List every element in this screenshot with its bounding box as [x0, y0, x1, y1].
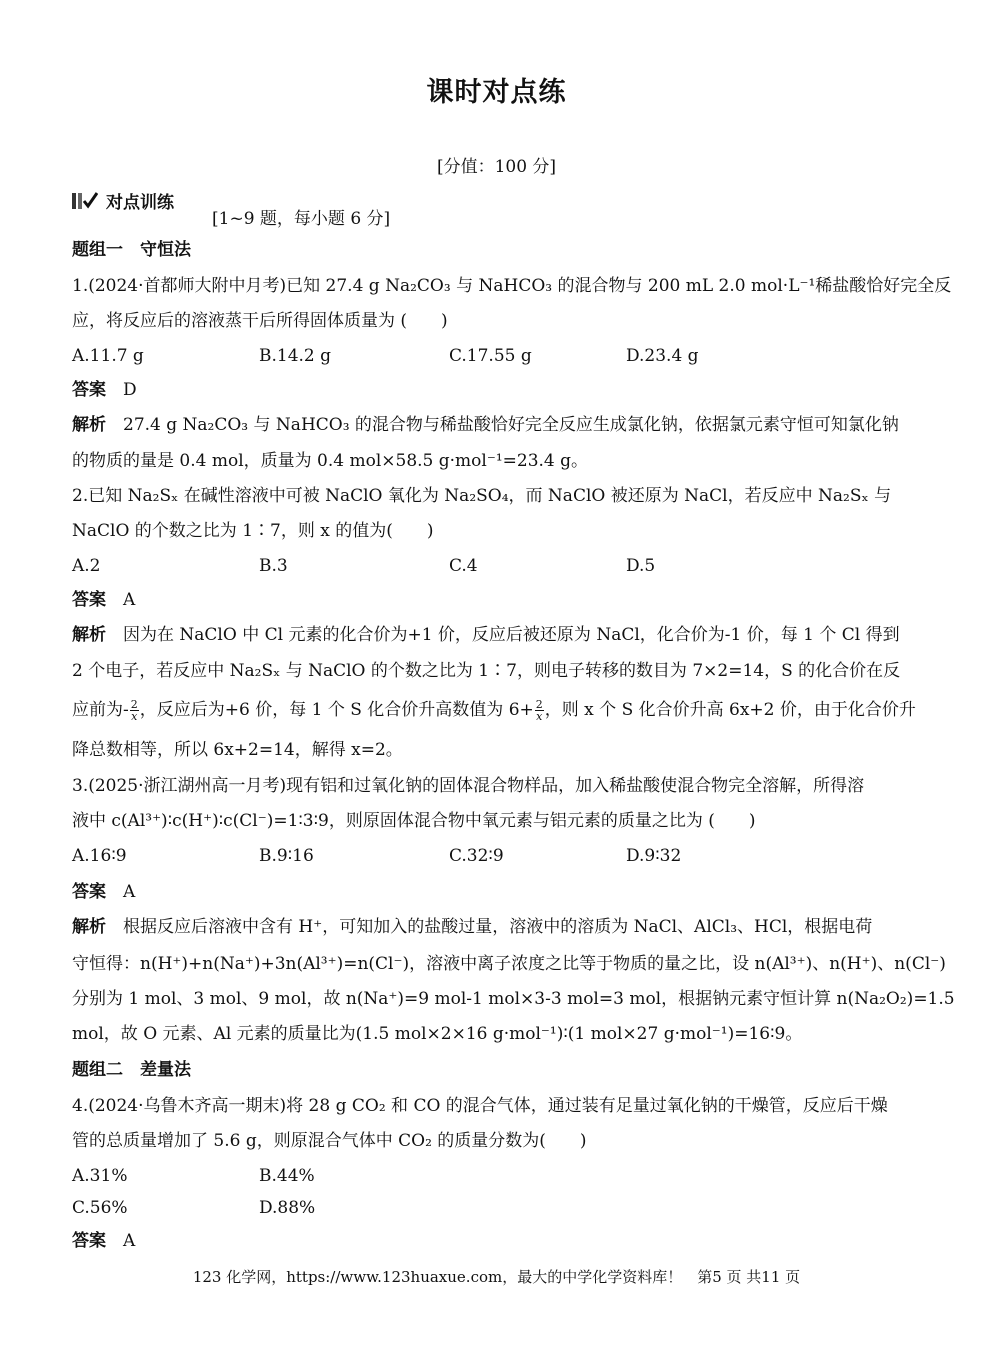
- q1-option-c: C.17.55 g: [449, 346, 532, 366]
- q2-stem-line2: NaClO 的个数之比为 1∶7，则 x 的值为( ): [72, 521, 434, 541]
- q1-answer-value: D: [123, 380, 137, 400]
- fraction-2-over-x: [130, 699, 139, 722]
- q4-option-b: B.44%: [259, 1166, 315, 1186]
- q1-option-d: D.23.4 g: [626, 346, 699, 366]
- q2-analysis-line3: [72, 698, 916, 722]
- fraction-denominator: x: [536, 710, 543, 723]
- answer-label: 答案: [72, 882, 106, 902]
- q4-answer-value: A: [123, 1231, 136, 1251]
- fraction-numerator: 2: [535, 698, 543, 711]
- q4-stem-line1: 4.(2024·乌鲁木齐高一期末)将 28 g CO₂ 和 CO 的混合气体，通过装有足量过氧化钠的干燥管，反应后干燥: [72, 1096, 888, 1116]
- q3-analysis-line2: 守恒得：n(H⁺)+n(Na⁺)+3n(Al³⁺)=n(Cl⁻)，溶液中离子浓度之比等于物质的量之比，设 n(Al³⁺)、n(H⁺)、n(Cl⁻): [72, 954, 946, 974]
- q1-answer: [72, 378, 137, 402]
- q4-option-a: A.31%: [72, 1166, 128, 1186]
- q1-analysis-text1: 27.4 g Na₂CO₃ 与 NaHCO₃ 的混合物与稀盐酸恰好完全反应生成氯化钠，依据氯元素守恒可知氯化钠: [123, 415, 899, 435]
- q1-analysis-line2: 的物质的量是 0.4 mol，质量为 0.4 mol×58.5 g·mol⁻¹=23.4 g。: [72, 451, 589, 471]
- q2-option-c: C.4: [449, 556, 478, 576]
- fraction-2-over-x: [535, 699, 544, 722]
- q3-analysis-line1: [72, 915, 872, 939]
- analysis-label: 解析: [72, 917, 106, 937]
- q2-answer-value: A: [123, 590, 136, 610]
- q1-stem-line1: 1.(2024·首都师大附中月考)已知 27.4 g Na₂CO₃ 与 NaHCO₃ 的混合物与 200 mL 2.0 mol·L⁻¹稀盐酸恰好完全反: [72, 276, 952, 296]
- analysis-label: 解析: [72, 415, 106, 435]
- q1-option-b: B.14.2 g: [259, 346, 332, 366]
- q2-analysis-line2: 2 个电子，若反应中 Na₂Sₓ 与 NaClO 的个数之比为 1∶7，则电子转移的数目为 7×2=14，S 的化合价在反: [72, 661, 901, 681]
- section-header: [72, 188, 174, 213]
- page-title: 课时对点练: [426, 77, 567, 108]
- q2-analysis-text1: 因为在 NaClO 中 Cl 元素的化合价为+1 价，反应后被还原为 NaCl，化合价为-1 价，每 1 个 Cl 得到: [123, 625, 900, 645]
- q2-option-d: D.5: [626, 556, 656, 576]
- q2-analysis-line1: [72, 623, 900, 647]
- q2-analysis-3a: 应前为-: [72, 700, 129, 720]
- q2-answer: [72, 588, 135, 612]
- q3-analysis-line3: 分别为 1 mol、3 mol、9 mol，故 n(Na⁺)=9 mol-1 mol×3-3 mol=3 mol，根据钠元素守恒计算 n(Na₂O₂)=1.5: [72, 989, 955, 1009]
- q3-answer: [72, 880, 135, 904]
- answer-label: 答案: [72, 590, 106, 610]
- q2-analysis-3b: ，反应后为+6 价，每 1 个 S 化合价升高数值为 6+: [139, 700, 534, 720]
- q4-stem-line2: 管的总质量增加了 5.6 g，则原混合气体中 CO₂ 的质量分数为( ): [72, 1131, 587, 1151]
- group-heading-2: 题组二 差量法: [72, 1060, 191, 1080]
- q4-option-c: C.56%: [72, 1198, 128, 1218]
- q4-option-d: D.88%: [259, 1198, 316, 1218]
- q3-stem-line1: 3.(2025·浙江湖州高一月考)现有铝和过氧化钠的固体混合物样品，加入稀盐酸使混合物完全溶解，所得溶: [72, 776, 865, 796]
- section-title: 对点训练: [106, 193, 174, 213]
- fraction-denominator: x: [131, 710, 138, 723]
- q2-stem-line1: 2.已知 Na₂Sₓ 在碱性溶液中可被 NaClO 氧化为 Na₂SO₄，而 NaClO 被还原为 NaCl，若反应中 Na₂Sₓ 与: [72, 486, 892, 506]
- q3-option-d: D.9∶32: [626, 846, 682, 866]
- answer-label: 答案: [72, 1231, 106, 1251]
- q2-option-b: B.3: [259, 556, 288, 576]
- q3-answer-value: A: [123, 882, 136, 902]
- q1-analysis-line1: [72, 413, 899, 437]
- q2-analysis-line4: 降总数相等，所以 6x+2=14，解得 x=2。: [72, 740, 403, 760]
- q1-stem-line2: 应，将反应后的溶液蒸干后所得固体质量为 ( ): [72, 311, 448, 331]
- group-heading-1: 题组一 守恒法: [72, 240, 191, 260]
- fraction-numerator: 2: [130, 698, 138, 711]
- q3-stem-line2: 液中 c(Al³⁺)∶c(H⁺)∶c(Cl⁻)=1∶3∶9，则原固体混合物中氧元素与铝元素的质量之比为 ( ): [72, 811, 756, 831]
- answer-label: 答案: [72, 380, 106, 400]
- q3-analysis-line4: mol，故 O 元素、Al 元素的质量比为(1.5 mol×2×16 g·mol⁻¹)∶(1 mol×27 g·mol⁻¹)=16∶9。: [72, 1024, 803, 1044]
- q3-option-a: A.16∶9: [72, 846, 127, 866]
- q1-option-a: A.11.7 g: [72, 346, 144, 366]
- q3-analysis-text1: 根据反应后溶液中含有 H⁺，可知加入的盐酸过量，溶液中的溶质为 NaCl、AlCl₃、HCl，根据电荷: [123, 917, 873, 937]
- section-note: [1~9 题，每小题 6 分]: [212, 209, 391, 229]
- checklist-icon: [72, 191, 98, 211]
- total-score: [分值：100 分]: [436, 157, 557, 177]
- q3-option-b: B.9∶16: [259, 846, 314, 866]
- page-footer: 123 化学网，https://www.123huaxue.com，最大的中学化学资料库！ 第5 页 共11 页: [192, 1268, 801, 1286]
- analysis-label: 解析: [72, 625, 106, 645]
- q3-option-c: C.32∶9: [449, 846, 504, 866]
- q2-analysis-3c: ，则 x 个 S 化合价升高 6x+2 价，由于化合价升: [544, 700, 916, 720]
- q4-answer: [72, 1229, 135, 1253]
- q2-option-a: A.2: [72, 556, 101, 576]
